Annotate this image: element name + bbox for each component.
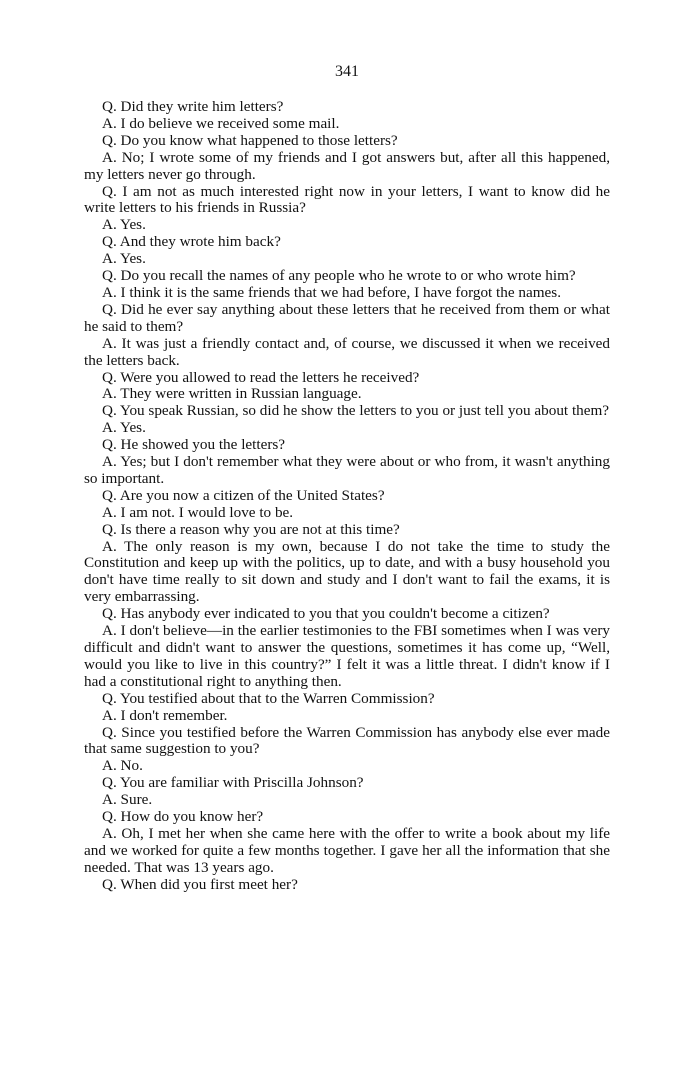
testimony-line: A. I am not. I would love to be. — [102, 503, 294, 521]
testimony-line: Q. I am not as much interested right now in your letters, I want to know did he write letters to his friends in Russia? — [84, 182, 610, 217]
testimony-line: A. Yes. — [102, 250, 146, 268]
testimony-line: A. No. — [102, 757, 143, 775]
testimony-line: A. The only reason is my own, because I do not take the time to study the Constitution and keep up with the politics, up to date, and with a busy household you don't have time really to sit down and study and I don't want to fail the exams, it is very embarrassing. — [84, 537, 610, 606]
testimony-line: A. It was just a friendly contact and, of course, we discussed it when we received the letters back. — [84, 334, 610, 369]
testimony-line: Q. Are you now a citizen of the United States? — [102, 486, 385, 504]
testimony-line: Q. Did they write him letters? — [102, 98, 284, 115]
testimony-line: Q. You are familiar with Priscilla Johnson? — [102, 774, 364, 792]
testimony-line: A. Yes. — [102, 216, 146, 234]
testimony-line: Q. And they wrote him back? — [102, 233, 281, 251]
testimony-line: Q. How do you know her? — [102, 808, 264, 826]
testimony-line: A. Sure. — [102, 791, 153, 809]
testimony-line: A. Yes. — [102, 419, 146, 437]
page-number: 341 — [335, 63, 359, 80]
testimony-line: Q. Since you testified before the Warren Commission has anybody else ever made that same suggestion to you? — [84, 723, 610, 758]
testimony-line: Q. You speak Russian, so did he show the letters to you or just tell you about them? — [102, 402, 610, 420]
testimony-line: A. I do believe we received some mail. — [102, 114, 340, 132]
testimony-line: Q. Were you allowed to read the letters he received? — [102, 368, 420, 386]
testimony-line: A. Yes; but I don't remember what they were about or who from, it wasn't anything so important. — [84, 453, 610, 487]
testimony-line: A. No; I wrote some of my friends and I got answers but, after all this happened, my letters never go through. — [84, 148, 610, 183]
testimony-line: A. I don't believe—in the earlier testimonies to the FBI sometimes when I was very difficult and didn't want to answer the questions, sometimes it has come up, “Well, would you like to live in this country?” I felt it was a little threat. I didn't know if I had a constitutional right to anything then. — [84, 622, 610, 690]
testimony-line: Q. Do you recall the names of any people who he wrote to or who wrote him? — [102, 267, 576, 285]
testimony-line: A. They were written in Russian language. — [102, 385, 362, 403]
testimony-line: Q. You testified about that to the Warren Commission? — [102, 689, 435, 707]
testimony-line: Q. Do you know what happened to those letters? — [102, 131, 398, 149]
testimony-body — [84, 99, 610, 894]
testimony-line: Q. Has anybody ever indicated to you that you couldn't become a citizen? — [102, 605, 550, 623]
testimony-line: Q. Is there a reason why you are not at this time? — [102, 520, 400, 538]
testimony-line: Q. When did you first meet her? — [102, 875, 298, 893]
testimony-line: Q. He showed you the letters? — [102, 436, 286, 454]
document-page — [84, 62, 610, 894]
testimony-line: A. I don't remember. — [102, 706, 228, 724]
testimony-line: A. Oh, I met her when she came here with the offer to write a book about my life and we worked for quite a few months together. I gave her all the information that she needed. That was 13 years ago. — [84, 824, 610, 876]
testimony-line: Q. Did he ever say anything about these letters that he received from them or what he said to them? — [84, 300, 610, 335]
testimony-line: A. I think it is the same friends that we had before, I have forgot the names. — [102, 283, 562, 301]
